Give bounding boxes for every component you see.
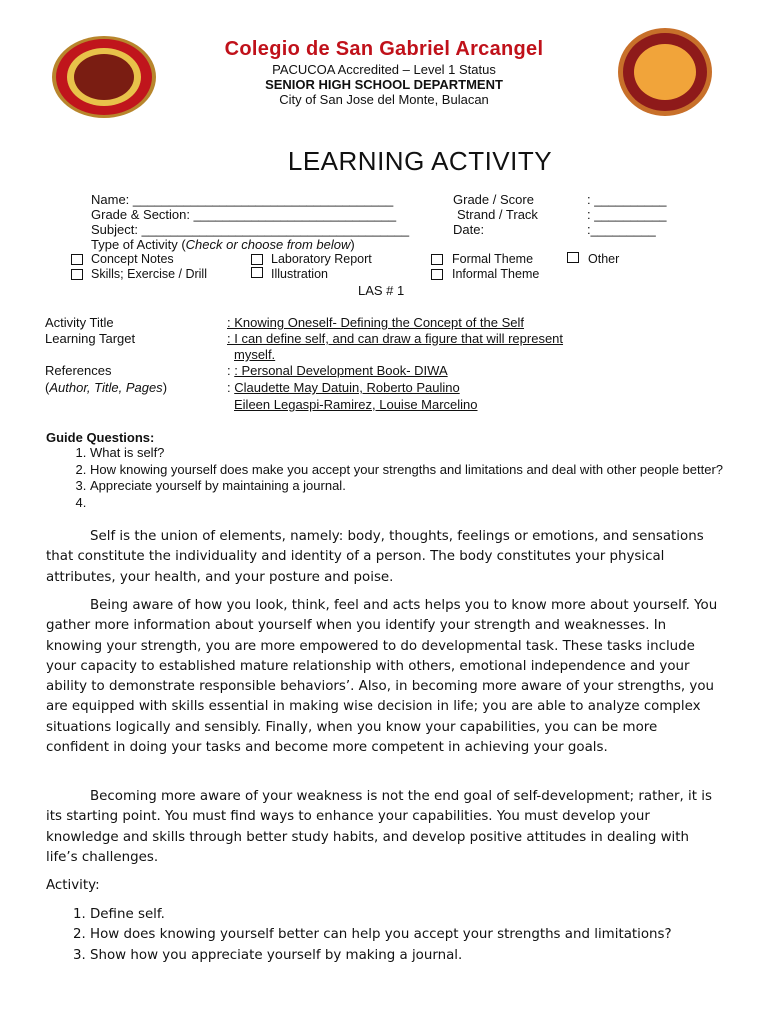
skills-drill-checkbox[interactable]	[71, 269, 83, 280]
formal-theme-label: Formal Theme	[452, 252, 534, 266]
authors-line-2: Eileen Legaspi-Ramirez, Louise Marcelino	[234, 397, 478, 412]
las-number: LAS # 1	[358, 283, 405, 298]
paragraph-3: Becoming more aware of your weakness is not the end goal of self-development; rather, it is its starting point. You must find ways to enhance your capabilities. You must develop your knowledge and skills through better study habits, and develop positive attitudes in dealing with life’s challenges.	[46, 789, 712, 865]
informal-theme-label: Informal Theme	[452, 267, 540, 281]
illustration-checkbox[interactable]	[251, 267, 263, 278]
school-seal-logo	[52, 36, 156, 118]
learning-target-value-cont: myself.	[234, 347, 276, 362]
concept-notes-checkbox[interactable]	[71, 254, 83, 265]
other-checkbox[interactable]	[567, 252, 579, 263]
date-field[interactable]: :_________	[587, 222, 656, 237]
grade-score-field[interactable]: : __________	[587, 192, 667, 207]
grade-section-field[interactable]: Grade & Section: ____________________________	[91, 207, 397, 222]
authors-line-1: : Claudette May Datuin, Roberto Paulino	[227, 380, 460, 395]
location-line: City of San Jose del Monte, Bulacan	[279, 92, 489, 107]
accreditation-line: PACUCOA Accredited – Level 1 Status	[272, 62, 496, 77]
guide-questions-heading: Guide Questions:	[46, 430, 155, 445]
learning-target-value: : I can define self, and can draw a figure that will represent	[227, 331, 564, 346]
subject-field[interactable]: Subject: _____________________________________	[91, 222, 410, 237]
laboratory-report-label: Laboratory Report	[271, 252, 372, 266]
informal-theme-checkbox[interactable]	[431, 269, 443, 280]
school-name: Colegio de San Gabriel Arcangel	[224, 38, 544, 60]
other-label: Other	[588, 252, 620, 266]
illustration-label: Illustration	[271, 267, 328, 281]
concept-notes-label: Concept Notes	[91, 252, 174, 266]
list-item: 2. How knowing yourself does make you accept your strengths and limitations and deal with other people better?	[90, 462, 726, 479]
list-item: 1. Define self.	[90, 905, 736, 925]
activity-type-label: Type of Activity (Check or choose from below)	[91, 237, 355, 252]
guide-questions-list	[46, 445, 726, 511]
paragraph-1: Self is the union of elements, namely: body, thoughts, feelings or emotions, and sensations that constitute the individuality and identity of a person. The body constitutes your physical attributes, your health, and your posture and poise.	[46, 529, 704, 585]
page-title: LEARNING ACTIVITY	[287, 146, 553, 176]
learning-target-label: Learning Target	[45, 331, 136, 346]
references-label: References	[45, 363, 112, 378]
laboratory-report-checkbox[interactable]	[251, 254, 263, 265]
strand-track-field[interactable]: : __________	[587, 207, 667, 222]
list-item	[90, 495, 726, 512]
references-sub-label: (Author, Title, Pages)	[45, 380, 168, 395]
strand-track-label: Strand / Track	[457, 207, 538, 222]
department-line: SENIOR HIGH SCHOOL DEPARTMENT	[265, 77, 503, 92]
skills-drill-label: Skills; Exercise / Drill	[91, 267, 207, 281]
activity-heading: Activity:	[46, 878, 100, 893]
date-label: Date:	[453, 222, 485, 237]
activity-title-label: Activity Title	[45, 315, 114, 330]
grade-score-label: Grade / Score	[453, 192, 534, 207]
references-value: : : Personal Development Book- DIWA	[227, 363, 448, 378]
list-item: 1. What is self?	[90, 445, 726, 462]
formal-theme-checkbox[interactable]	[431, 254, 443, 265]
activity-title-value: : Knowing Oneself- Defining the Concept of the Self	[227, 315, 525, 330]
list-item: 2. How does knowing yourself better can help you accept your strengths and limitations?	[90, 925, 736, 945]
name-field[interactable]: Name: ____________________________________	[91, 192, 394, 207]
activity-list	[46, 905, 736, 966]
paragraph-2: Being aware of how you look, think, feel and acts helps you to know more about yourself. You gather more information about yourself when you identify your strength and weaknesses. In knowing your strength, you are more empowered to do developmental task. These tasks include your capacity to established mature relationship with others, emotional independence and your ability to demonstrate responsible behaviors’. Also, in becoming more aware of your strengths, you are equipped with skills essential in making wise decision in life; you are able to analyze complex situations logically and sensibly. Finally, when you know your capabilities, you can be more confident in doing your tasks and become more competent in achieving your goals.	[46, 598, 718, 756]
list-item: 3. Show how you appreciate yourself by making a journal.	[90, 946, 736, 966]
list-item: 3. Appreciate yourself by maintaining a journal.	[90, 478, 726, 495]
cdsga-logo	[618, 28, 712, 116]
